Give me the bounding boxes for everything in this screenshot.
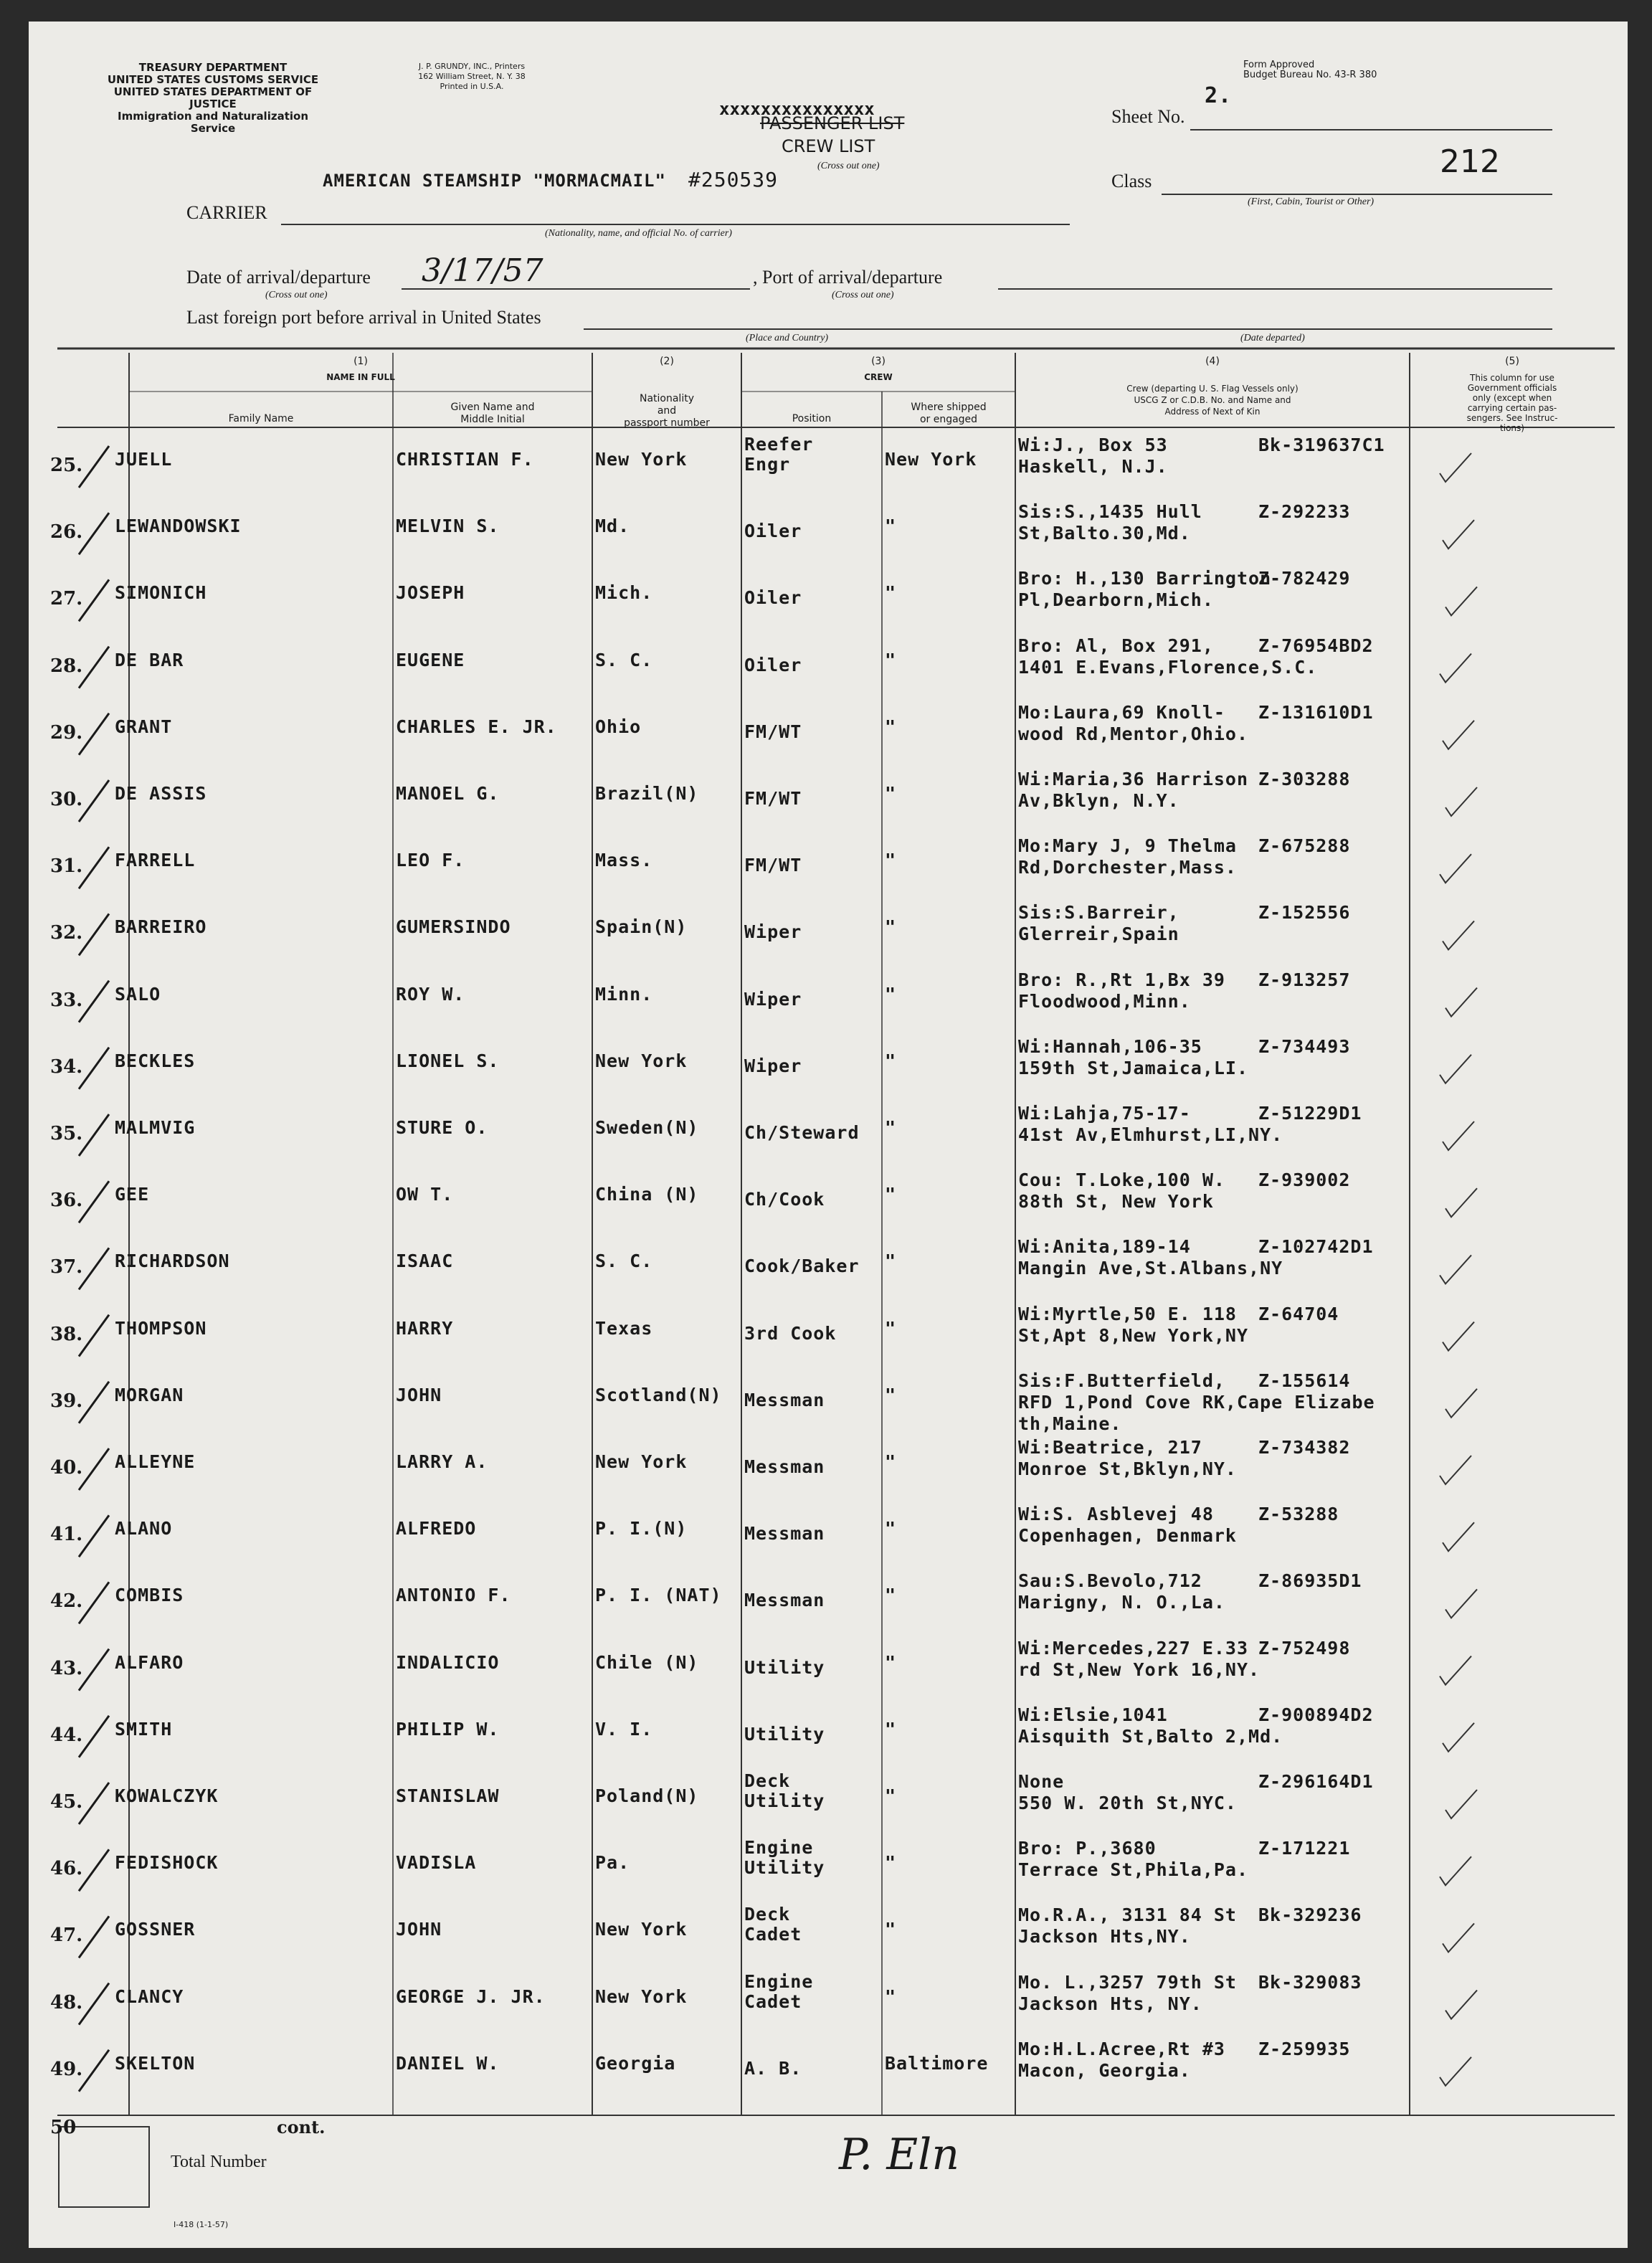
nationality: Ohio — [595, 716, 642, 737]
where-shipped: " — [885, 1518, 897, 1539]
family-name: SMITH — [115, 1718, 173, 1740]
nationality: Sweden(N) — [595, 1117, 699, 1138]
given-name: OW T. — [396, 1184, 454, 1205]
next-of-kin: Mo:H.L.Acree,Rt #3 Macon, Georgia. — [1018, 2038, 1225, 2081]
family-name-header: Family Name — [228, 413, 294, 424]
position: Utility — [744, 1723, 825, 1745]
passenger-list-title: PASSENGER LIST — [760, 113, 905, 133]
table-row — [29, 1768, 1628, 1834]
next-of-kin: Cou: T.Loke,100 W. 88th St, New York — [1018, 1170, 1225, 1213]
row-number: 44. — [50, 1724, 83, 1746]
where-shipped: " — [885, 649, 897, 670]
document-number: Z-939002 — [1258, 1170, 1351, 1191]
table-row — [29, 766, 1628, 832]
next-of-kin: Sis:F.Butterfield, RFD 1,Pond Cove RK,Cape Elizabe th,Maine. — [1018, 1370, 1375, 1434]
col3-number: (3) — [871, 356, 886, 367]
arrival-label: Date of arrival/departure — [186, 267, 371, 288]
table-row — [29, 1902, 1628, 1968]
nationality: New York — [595, 449, 688, 470]
document-number: Z-86935D1 — [1258, 1570, 1362, 1592]
nationality: New York — [595, 1050, 688, 1071]
nationality: China (N) — [595, 1184, 699, 1205]
document-number: Z-51229D1 — [1258, 1103, 1362, 1124]
carrier-label: CARRIER — [186, 202, 267, 223]
position: Messman — [744, 1523, 825, 1545]
document-number: Z-259935 — [1258, 2038, 1351, 2059]
given-name: ALFREDO — [396, 1518, 477, 1539]
where-shipped: " — [885, 1718, 897, 1740]
where-shipped: " — [885, 1050, 897, 1071]
table-row — [29, 1033, 1628, 1099]
where-shipped: " — [885, 850, 897, 871]
where-shipped: " — [885, 983, 897, 1005]
table-row — [29, 2036, 1628, 2102]
position: Deck Cadet — [744, 1904, 802, 1945]
where-shipped: Baltimore — [885, 2052, 989, 2074]
last-foreign-port-label: Last foreign port before arrival in United States — [186, 307, 541, 328]
where-shipped: " — [885, 1184, 897, 1205]
carrier-note: (Nationality, name, and official No. of carrier) — [545, 228, 732, 239]
row-number: 26. — [50, 521, 83, 544]
where-shipped: " — [885, 1585, 897, 1606]
family-name: JUELL — [115, 449, 173, 470]
cross-out-note: (Cross out one) — [817, 161, 880, 171]
where-shipped: " — [885, 1651, 897, 1673]
form-approved-note: Form Approved Budget Bureau No. 43-R 380 — [1243, 60, 1377, 80]
table-row — [29, 832, 1628, 898]
crew-list-sheet — [29, 22, 1628, 2248]
position: FM/WT — [744, 721, 802, 742]
given-name: STURE O. — [396, 1117, 488, 1138]
row-number: 46. — [50, 1858, 83, 1880]
class-label: Class — [1111, 171, 1152, 191]
next-of-kin: Wi:J., Box 53 Haskell, N.J. — [1018, 435, 1168, 477]
col4-number: (4) — [1205, 356, 1220, 367]
row-number: 39. — [50, 1390, 83, 1412]
table-row — [29, 432, 1628, 498]
given-name: LARRY A. — [396, 1451, 488, 1472]
family-name: THOMPSON — [115, 1317, 207, 1339]
sheet-label: Sheet No. — [1111, 106, 1185, 127]
row-number: 38. — [50, 1323, 83, 1345]
document-number: Z-675288 — [1258, 835, 1351, 857]
given-name: PHILIP W. — [396, 1718, 500, 1740]
position: Wiper — [744, 988, 802, 1010]
table-row — [29, 1167, 1628, 1233]
table-row — [29, 1100, 1628, 1166]
next-of-kin: Wi:Lahja,75-17- 41st Av,Elmhurst,LI,NY. — [1018, 1103, 1283, 1145]
given-name: ANTONIO F. — [396, 1585, 511, 1606]
table-row — [29, 699, 1628, 765]
agency-header: TREASURY DEPARTMENT UNITED STATES CUSTOMS SERVICE UNITED STATES DEPARTMENT OF JUSTICE Immigration and Naturalization Service — [107, 61, 319, 135]
where-shipped: " — [885, 1451, 897, 1472]
document-number: Z-152556 — [1258, 902, 1351, 924]
arrival-date: 3/17/57 — [422, 252, 543, 289]
position: Engine Cadet — [744, 1970, 814, 2012]
table-row — [29, 632, 1628, 698]
position: Ch/Steward — [744, 1122, 860, 1143]
document-number: Bk-329083 — [1258, 1971, 1362, 1993]
nationality: Texas — [595, 1317, 653, 1339]
nationality: New York — [595, 1451, 688, 1472]
table-row — [29, 1367, 1628, 1433]
family-name: FARRELL — [115, 850, 196, 871]
nationality: Georgia — [595, 2052, 676, 2074]
family-name: ALLEYNE — [115, 1451, 196, 1472]
crew-list-title: CREW LIST — [782, 136, 875, 156]
family-name: KOWALCZYK — [115, 1785, 219, 1806]
position: Messman — [744, 1590, 825, 1611]
next-of-kin: Bro: H.,130 Barrington Pl,Dearborn,Mich. — [1018, 568, 1272, 611]
where-shipped: " — [885, 1919, 897, 1940]
given-name: LEO F. — [396, 850, 465, 871]
document-number: Z-734493 — [1258, 1035, 1351, 1057]
given-name: JOHN — [396, 1919, 442, 1940]
class-value: 212 — [1440, 143, 1500, 180]
given-name: ISAAC — [396, 1251, 454, 1272]
row-number: 30. — [50, 789, 83, 810]
next-of-kin: Bro: P.,3680 Terrace St,Phila,Pa. — [1018, 1838, 1249, 1881]
family-name: RICHARDSON — [115, 1251, 230, 1272]
table-row — [29, 967, 1628, 1033]
document-number: Z-734382 — [1258, 1437, 1351, 1458]
next-of-kin: Mo. L.,3257 79th St Jackson Hts, NY. — [1018, 1971, 1237, 2014]
document-number: Z-76954BD2 — [1258, 635, 1374, 656]
position: Oiler — [744, 654, 802, 675]
class-note: (First, Cabin, Tourist or Other) — [1248, 196, 1375, 207]
nationality: V. I. — [595, 1718, 653, 1740]
family-name: SKELTON — [115, 2052, 196, 2074]
col3-title: CREW — [864, 372, 893, 382]
where-shipped: " — [885, 716, 897, 737]
crew-rows — [29, 22, 1628, 2248]
document-number: Z-900894D2 — [1258, 1704, 1374, 1725]
given-name: MANOEL G. — [396, 783, 500, 804]
where-shipped: " — [885, 1384, 897, 1405]
where-shipped: " — [885, 1117, 897, 1138]
position: Oiler — [744, 587, 802, 609]
port-label: , Port of arrival/departure — [753, 267, 943, 288]
official-initials: P. Eln — [839, 2130, 959, 2180]
family-name: MORGAN — [115, 1384, 184, 1405]
next-of-kin: Wi:Mercedes,227 E.33 rd St,New York 16,NY. — [1018, 1637, 1261, 1680]
nationality: Poland(N) — [595, 1785, 699, 1806]
given-name: DANIEL W. — [396, 2052, 500, 2074]
given-name: MELVIN S. — [396, 516, 500, 537]
nationality: Pa. — [595, 1852, 630, 1874]
given-name: EUGENE — [396, 649, 465, 670]
row-number: 47. — [50, 1925, 83, 1947]
given-name: CHRISTIAN F. — [396, 449, 534, 470]
position: 3rd Cook — [744, 1322, 837, 1344]
continued-label: cont. — [277, 2117, 326, 2138]
document-number: Z-155614 — [1258, 1370, 1351, 1391]
row-number: 36. — [50, 1190, 83, 1212]
row-number: 45. — [50, 1791, 83, 1813]
row-number: 25. — [50, 455, 83, 476]
nationality: Spain(N) — [595, 916, 688, 938]
position: Utility — [744, 1656, 825, 1678]
where-shipped-header: Where shipped or engaged — [911, 402, 987, 425]
nationality: P. I.(N) — [595, 1518, 688, 1539]
row-number: 27. — [50, 588, 83, 610]
document-number: Z-292233 — [1258, 501, 1351, 523]
where-shipped: New York — [885, 449, 977, 470]
next-of-kin: Mo.R.A., 3131 84 St Jackson Hts,NY. — [1018, 1904, 1237, 1947]
family-name: GOSSNER — [115, 1919, 196, 1940]
document-number: Z-64704 — [1258, 1303, 1339, 1324]
official-use-header: This column for use Government officials only (except when carrying certain pas- sengers. See Instruc- tions) — [1466, 373, 1558, 433]
family-name: ALFARO — [115, 1651, 184, 1673]
nationality: Chile (N) — [595, 1651, 699, 1673]
family-name: DE BAR — [115, 649, 184, 670]
table-row — [29, 1835, 1628, 1901]
family-name: COMBIS — [115, 1585, 184, 1606]
row-number: 28. — [50, 655, 83, 677]
form-number: I-418 (1-1-57) — [174, 2220, 229, 2229]
row-number: 48. — [50, 1991, 83, 2013]
nationality: S. C. — [595, 649, 653, 670]
table-row — [29, 565, 1628, 631]
given-name: JOHN — [396, 1384, 442, 1405]
position: FM/WT — [744, 788, 802, 809]
given-name: VADISLA — [396, 1852, 477, 1874]
next-of-kin: Sis:S.Barreir, Glerreir,Spain — [1018, 902, 1179, 945]
carrier-official-number: #250539 — [688, 168, 779, 191]
nationality: P. I. (NAT) — [595, 1585, 722, 1606]
next-of-kin: Wi:Maria,36 Harrison Av,Bklyn, N.Y. — [1018, 769, 1249, 811]
row-number: 37. — [50, 1256, 83, 1278]
row-number: 34. — [50, 1055, 83, 1078]
position: FM/WT — [744, 855, 802, 876]
row-number: 43. — [50, 1657, 83, 1679]
next-of-kin-header: Crew (departing U. S. Flag Vessels only) USCG Z or C.D.B. No. and Name and Address of Next of Kin — [1126, 384, 1299, 417]
family-name: MALMVIG — [115, 1117, 196, 1138]
row-number: 35. — [50, 1123, 83, 1144]
next-of-kin: Wi:Hannah,106-35 159th St,Jamaica,LI. — [1018, 1035, 1249, 1078]
printer-note: J. P. GRUNDY, INC., Printers 162 William Street, N. Y. 38 Printed in U.S.A. — [418, 62, 526, 91]
table-row — [29, 498, 1628, 564]
sheet-number: 2. — [1205, 83, 1233, 108]
next-of-kin: Mo:Laura,69 Knoll- wood Rd,Mentor,Ohio. — [1018, 701, 1249, 744]
nationality: Brazil(N) — [595, 783, 699, 804]
table-row — [29, 1233, 1628, 1299]
port-note: (Cross out one) — [832, 290, 894, 300]
col1-title: NAME IN FULL — [326, 372, 395, 382]
family-name: ALANO — [115, 1518, 173, 1539]
row-number: 31. — [50, 855, 83, 878]
family-name: BECKLES — [115, 1050, 196, 1071]
where-shipped: " — [885, 1785, 897, 1806]
position: Messman — [744, 1456, 825, 1477]
where-shipped: " — [885, 916, 897, 938]
document-number: Z-296164D1 — [1258, 1771, 1374, 1792]
given-name: LIONEL S. — [396, 1050, 500, 1071]
next-of-kin: Wi:Beatrice, 217 Monroe St,Bklyn,NY. — [1018, 1437, 1237, 1479]
total-number-label: Total Number — [171, 2153, 267, 2171]
given-name: STANISLAW — [396, 1785, 500, 1806]
col1-number: (1) — [353, 356, 368, 367]
table-row — [29, 1702, 1628, 1768]
nationality: S. C. — [595, 1251, 653, 1272]
family-name: GEE — [115, 1184, 150, 1205]
next-of-kin: Wi:S. Asblevej 48 Copenhagen, Denmark — [1018, 1504, 1237, 1547]
position: Ch/Cook — [744, 1189, 825, 1210]
where-shipped: " — [885, 1986, 897, 2007]
family-name: SALO — [115, 983, 161, 1005]
family-name: GRANT — [115, 716, 173, 737]
table-row — [29, 1301, 1628, 1367]
table-row — [29, 1501, 1628, 1567]
nationality: Mass. — [595, 850, 653, 871]
row-number: 33. — [50, 989, 83, 1011]
next-of-kin: Bro: R.,Rt 1,Bx 39 Floodwood,Minn. — [1018, 969, 1225, 1012]
table-row — [29, 1434, 1628, 1500]
where-shipped: " — [885, 1317, 897, 1339]
struck-out-marks: xxxxxxxxxxxxxxx — [719, 99, 875, 119]
document-number: Z-53288 — [1258, 1504, 1339, 1525]
row-number: 42. — [50, 1590, 83, 1613]
document-number: Bk-329236 — [1258, 1904, 1362, 1926]
row-number: 40. — [50, 1457, 83, 1479]
nationality: Mich. — [595, 582, 653, 604]
next-of-kin: Mo:Mary J, 9 Thelma Rd,Dorchester,Mass. — [1018, 835, 1237, 878]
where-shipped: " — [885, 516, 897, 537]
row-number: 32. — [50, 922, 83, 944]
given-name: GUMERSINDO — [396, 916, 511, 938]
row-number: 41. — [50, 1524, 83, 1546]
table-row — [29, 1635, 1628, 1701]
document-number: Z-131610D1 — [1258, 701, 1374, 723]
position: Wiper — [744, 1055, 802, 1076]
next-of-kin: None 550 W. 20th St,NYC. — [1018, 1771, 1237, 1813]
table-row — [29, 1969, 1628, 2035]
document-number: Z-782429 — [1258, 568, 1351, 589]
nationality: New York — [595, 1919, 688, 1940]
given-name: GEORGE J. JR. — [396, 1986, 546, 2007]
nationality: Minn. — [595, 983, 653, 1005]
row-50-number: 50 — [50, 2117, 77, 2138]
table-row — [29, 1567, 1628, 1633]
row-number: 29. — [50, 721, 83, 744]
next-of-kin: Wi:Anita,189-14 Mangin Ave,St.Albans,NY — [1018, 1236, 1283, 1279]
col5-number: (5) — [1505, 356, 1519, 367]
document-number: Z-171221 — [1258, 1838, 1351, 1859]
next-of-kin: Sau:S.Bevolo,712 Marigny, N. O.,La. — [1018, 1570, 1225, 1613]
next-of-kin: Sis:S.,1435 Hull St,Balto.30,Md. — [1018, 501, 1202, 544]
table-row — [29, 899, 1628, 965]
document-number: Z-752498 — [1258, 1637, 1351, 1659]
position: Engine Utility — [744, 1837, 825, 1879]
arrival-note: (Cross out one) — [265, 290, 328, 300]
where-shipped: " — [885, 783, 897, 804]
where-shipped: " — [885, 1251, 897, 1272]
position: Messman — [744, 1389, 825, 1410]
family-name: CLANCY — [115, 1986, 184, 2007]
row-number: 49. — [50, 2058, 83, 2080]
nationality: Md. — [595, 516, 630, 537]
col2-number: (2) — [660, 356, 674, 367]
given-name: HARRY — [396, 1317, 454, 1339]
position: Reefer Engr — [744, 434, 814, 475]
given-name: ROY W. — [396, 983, 465, 1005]
given-name: INDALICIO — [396, 1651, 500, 1673]
family-name: DE ASSIS — [115, 783, 207, 804]
family-name: LEWANDOWSKI — [115, 516, 242, 537]
document-number: Z-913257 — [1258, 969, 1351, 990]
document-number: Z-303288 — [1258, 769, 1351, 789]
family-name: SIMONICH — [115, 582, 207, 604]
given-name: CHARLES E. JR. — [396, 716, 557, 737]
document-number: Z-102742D1 — [1258, 1236, 1374, 1258]
position: A. B. — [744, 2057, 802, 2079]
carrier-name: AMERICAN STEAMSHIP "MORMACMAIL" — [323, 171, 666, 191]
position-header: Position — [792, 413, 832, 424]
family-name: BARREIRO — [115, 916, 207, 938]
position: Oiler — [744, 521, 802, 542]
place-note: (Place and Country) — [746, 333, 829, 343]
position: Cook/Baker — [744, 1256, 860, 1277]
position: Wiper — [744, 921, 802, 943]
where-shipped: " — [885, 1852, 897, 1874]
date-departed-note: (Date departed) — [1240, 333, 1305, 343]
nationality-header: Nationality and passport number — [624, 393, 710, 429]
given-name-header: Given Name and Middle Initial — [450, 402, 535, 425]
nationality: Scotland(N) — [595, 1384, 722, 1405]
next-of-kin: Bro: Al, Box 291, 1401 E.Evans,Florence,S.C. — [1018, 635, 1318, 678]
next-of-kin: Wi:Elsie,1041 Aisquith St,Balto 2,Md. — [1018, 1704, 1283, 1747]
where-shipped: " — [885, 582, 897, 604]
family-name: FEDISHOCK — [115, 1852, 219, 1874]
next-of-kin: Wi:Myrtle,50 E. 118 St,Apt 8,New York,NY — [1018, 1303, 1249, 1346]
nationality: New York — [595, 1986, 688, 2007]
position: Deck Utility — [744, 1770, 825, 1811]
document-number: Bk-319637C1 — [1258, 435, 1385, 455]
given-name: JOSEPH — [396, 582, 465, 604]
